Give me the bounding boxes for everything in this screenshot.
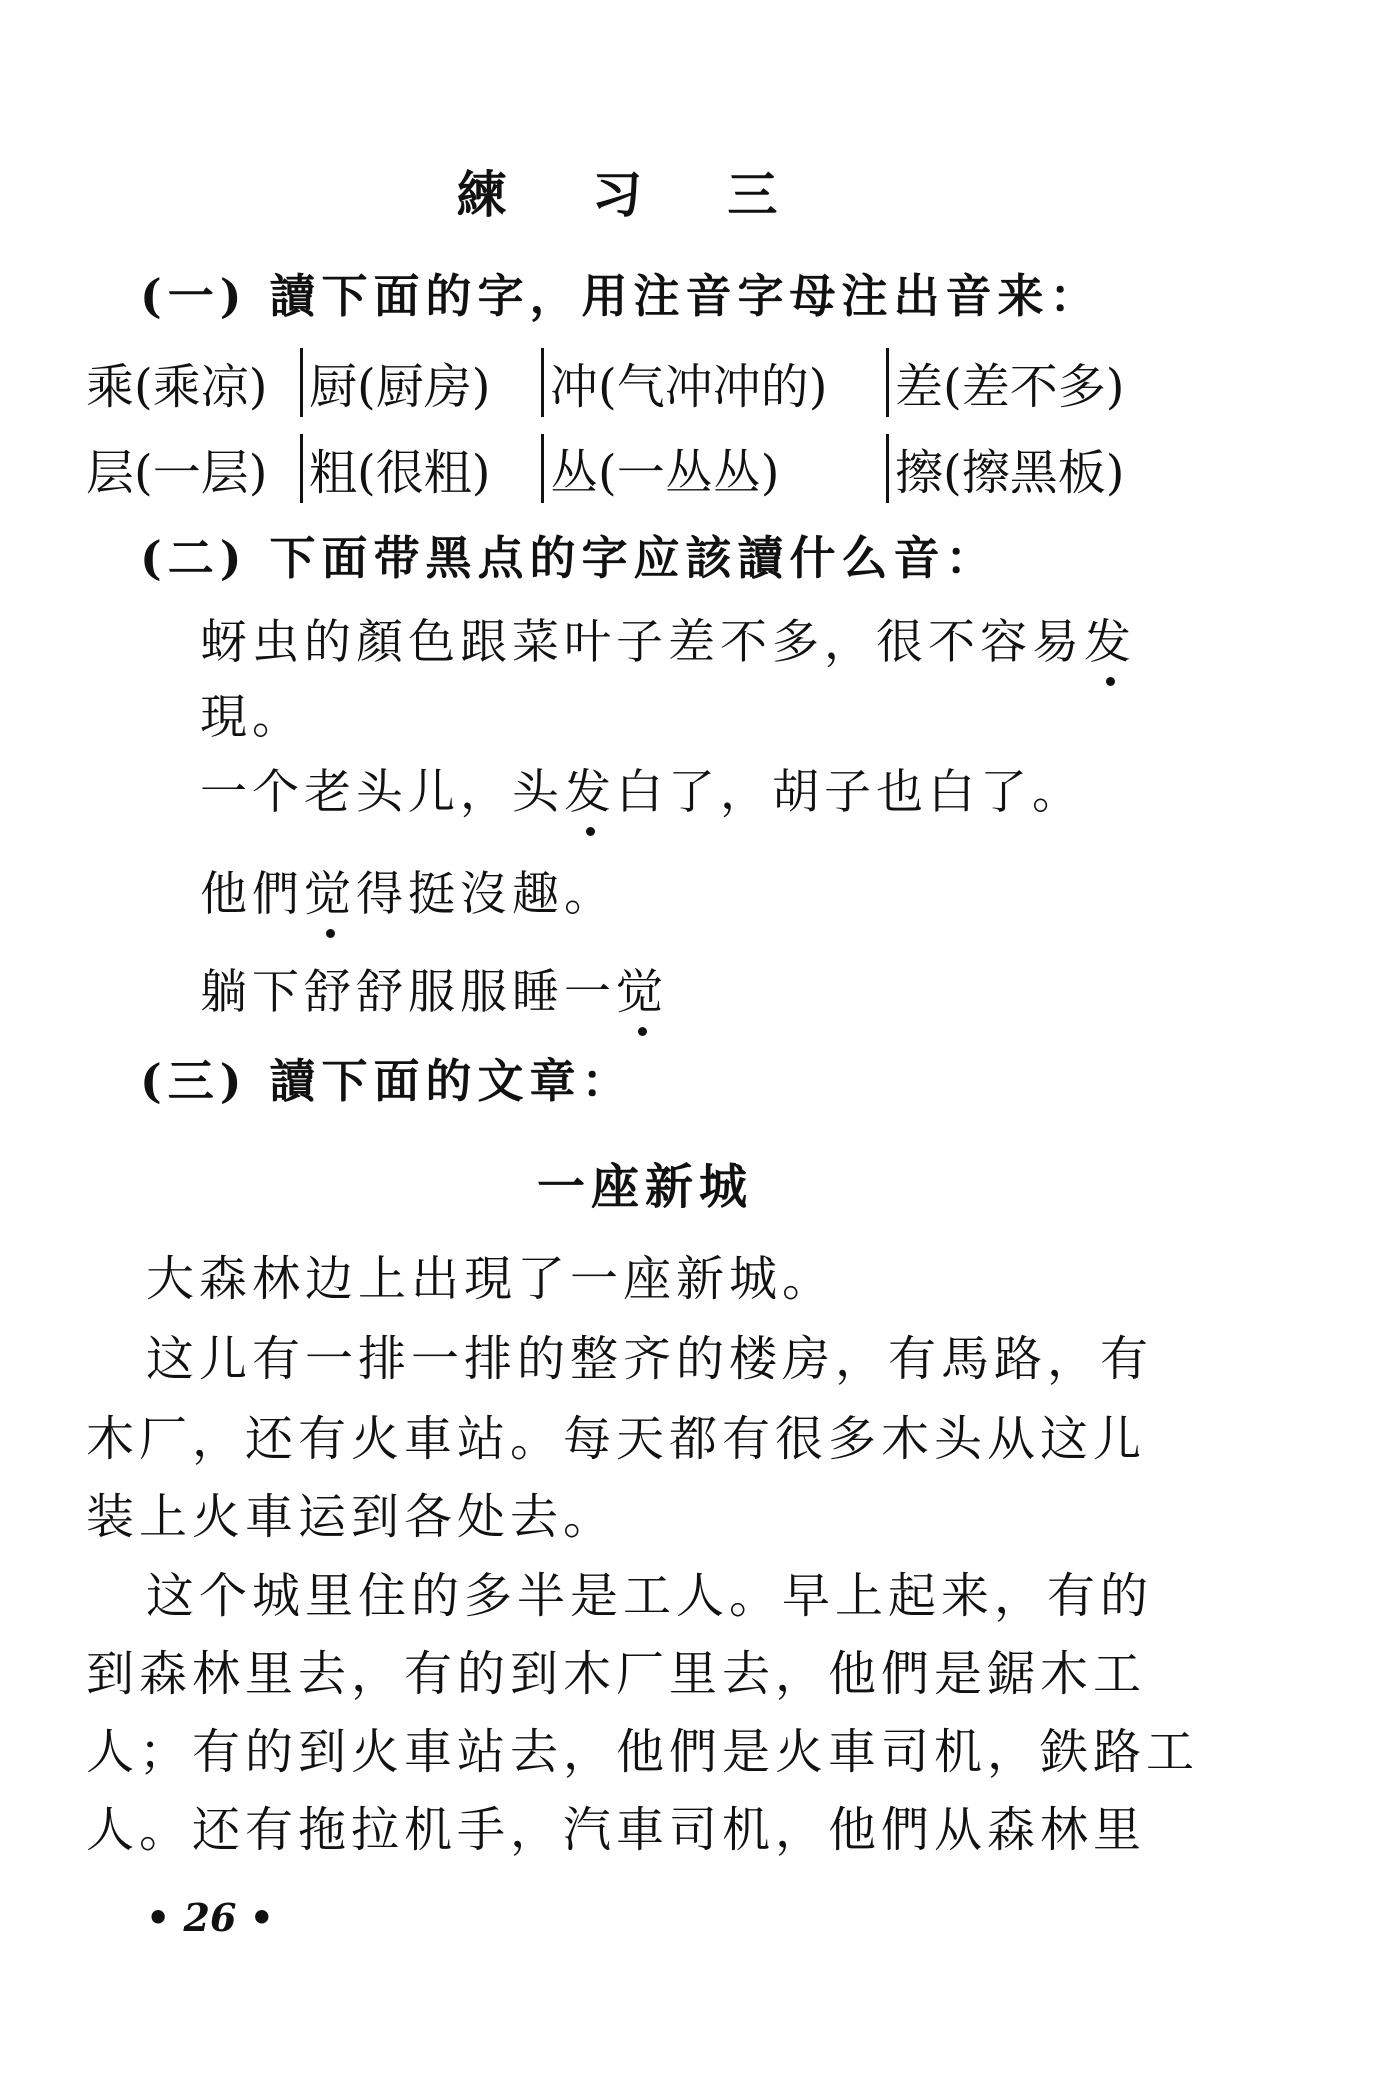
dotted-character: 觉 [304, 867, 356, 922]
sentence-text: 蚜虫的顏色跟菜叶子差不多，很不容易 [200, 615, 1084, 670]
sentence-3 [200, 857, 616, 924]
text-line: 木厂，还有火車站。每天都有很多木头从这儿 [86, 1411, 1147, 1467]
column-divider [300, 434, 303, 503]
sentence-1-line-1 [200, 605, 1136, 672]
text-line: 大森林边上出現了一座新城。 [146, 1251, 836, 1307]
story-title: 一座新城 [536, 1159, 753, 1215]
column-divider [541, 434, 544, 503]
sentence-4 [200, 955, 668, 1022]
page-number: • 26 • [146, 1895, 274, 1940]
sentence-text: 一个老头儿，头 [200, 765, 564, 820]
sentence-text: 白了，胡子也白了。 [616, 765, 1084, 820]
char-cell: 厨(厨房) [309, 359, 491, 415]
section-2-heading: (二) 下面带黑点的字应該讀什么音： [140, 531, 998, 585]
sentence-2 [200, 755, 1084, 822]
column-divider [886, 348, 889, 417]
text-line: 人；有的到火車站去，他們是火車司机，鉄路工 [86, 1724, 1200, 1780]
page-title: 練 习 三 [456, 165, 812, 224]
text-line: 到森林里去，有的到木厂里去，他們是鋸木工 [86, 1646, 1147, 1702]
text-line: 这儿有一排一排的整齐的楼房，有馬路，有 [146, 1331, 1154, 1387]
sentence-1-line-2: 現。 [200, 690, 304, 745]
section-3-heading: (三) 讀下面的文章： [140, 1054, 634, 1108]
dotted-character: 发 [1084, 615, 1136, 670]
dotted-character: 发 [564, 765, 616, 820]
char-cell: 粗(很粗) [309, 445, 491, 501]
column-divider [300, 348, 303, 417]
text-line: 这个城里住的多半是工人。早上起来，有的 [146, 1568, 1154, 1624]
char-cell: 冲(气冲冲的) [550, 359, 828, 415]
section-1-heading: (一) 讀下面的字，用注音字母注出音来： [140, 269, 1102, 323]
char-cell: 乘(乘凉) [86, 359, 268, 415]
sentence-text: 他們 [200, 867, 304, 922]
char-row-1 [86, 348, 1124, 417]
char-cell: 丛(一丛丛) [550, 445, 780, 501]
char-cell: 差(差不多) [895, 359, 1125, 415]
text-line: 人。还有拖拉机手，汽車司机，他們从森林里 [86, 1802, 1147, 1858]
text-line: 装上火車运到各处去。 [86, 1489, 617, 1545]
char-cell: 层(一层) [86, 445, 268, 501]
char-cell: 擦(擦黑板) [895, 445, 1125, 501]
char-row-2 [86, 434, 1124, 503]
sentence-text: 得挺沒趣。 [356, 867, 616, 922]
sentence-text: 躺下舒舒服服睡一 [200, 965, 616, 1020]
dotted-character: 觉 [616, 965, 668, 1020]
column-divider [886, 434, 889, 503]
column-divider [541, 348, 544, 417]
